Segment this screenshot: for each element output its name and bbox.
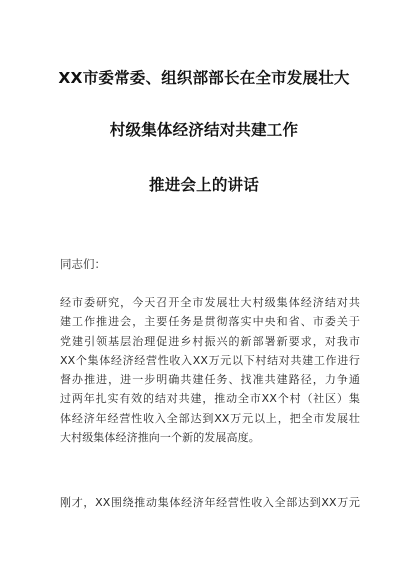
title-line-3: 推进会上的讲话	[149, 176, 259, 194]
paragraph-line: 经市委研究，今天召开全市发展壮大村级集体经济结对共	[60, 296, 360, 309]
paragraph-line: 大村级集体经济推向一个新的发展高度。	[60, 431, 260, 445]
title-line-1: XX市委常委、组织部部长在全市发展壮大	[58, 69, 350, 87]
paragraph-line: XX个集体经济经营性收入XX万元以下村结对共建工作进行	[60, 353, 360, 367]
title-line-2: 村级集体经济结对共建工作	[109, 121, 299, 139]
paragraph-line: 刚才，XX围绕推动集体经济年经营性收入全部达到XX万元	[60, 496, 360, 509]
paragraph-line: 党建引领基层治理促进乡村振兴的新部署新要求，对我市	[60, 334, 360, 348]
paragraph-2	[60, 493, 360, 512]
paragraph-line: 督办推进，进一步明确共建任务、找准共建路径，力争通	[60, 373, 360, 387]
salutation: 同志们：	[60, 257, 106, 271]
paragraph-line: 体经济年经营性收入全部达到XX万元以上，把全市发展壮	[60, 411, 360, 425]
paragraph-line: 过两年扎实有效的结对共建，推动全市XX个村（社区）集	[60, 392, 360, 406]
paragraph-1	[60, 293, 360, 447]
paragraph-line: 建工作推进会，主要任务是贯彻落实中央和省、市委关于	[60, 315, 360, 329]
